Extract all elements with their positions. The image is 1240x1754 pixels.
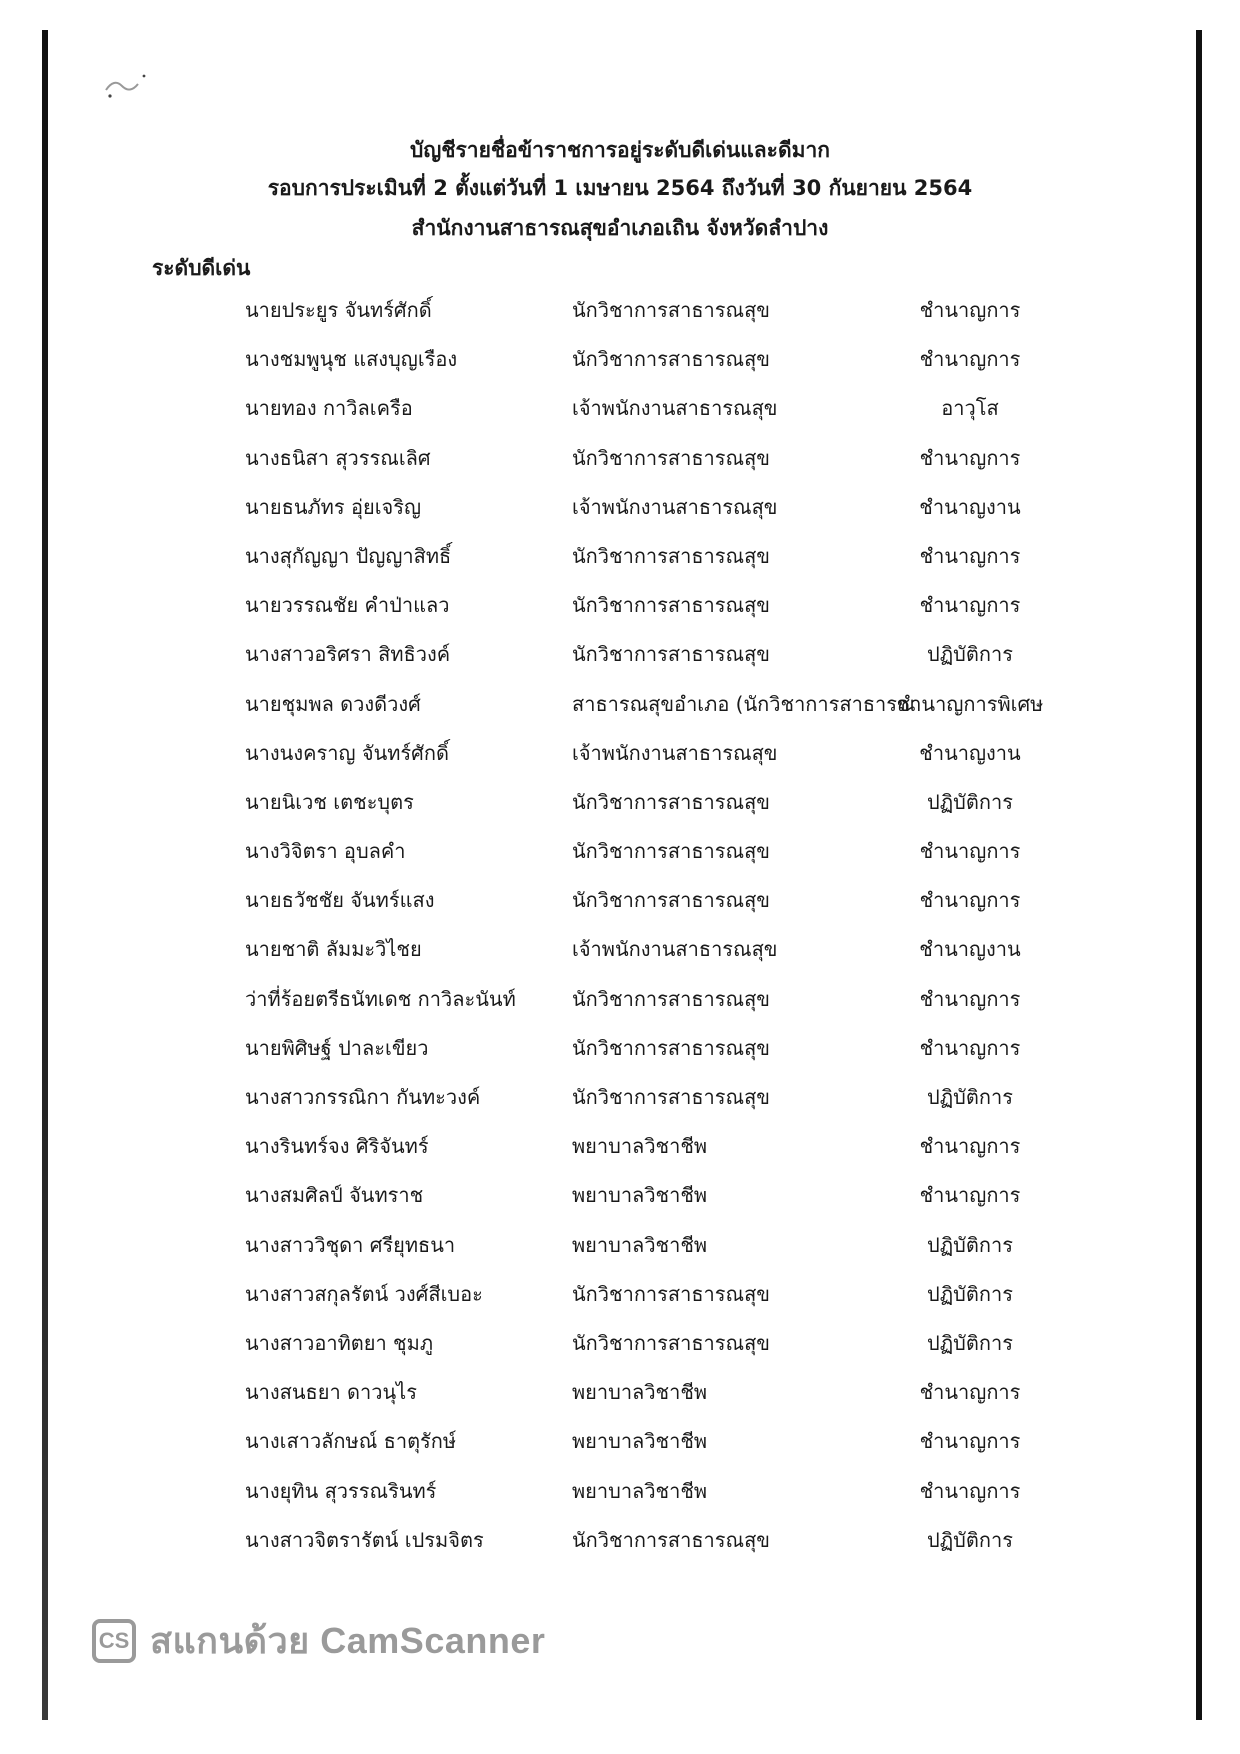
staff-position: นักวิชาการสาธารณสุข xyxy=(572,1085,770,1109)
staff-level: ชำนาญการ xyxy=(919,888,1021,913)
staff-position: พยาบาลวิชาชีพ xyxy=(572,1429,708,1454)
staff-level: ชำนาญการ xyxy=(919,593,1021,618)
staff-name: นางสาววิชุดา ศรียุทธนา xyxy=(245,1232,456,1257)
staff-row xyxy=(0,1516,1240,1565)
staff-position: นักวิชาการสาธารณสุข xyxy=(572,1330,770,1355)
staff-position: นักวิชาการสาธารณสุข xyxy=(572,298,770,322)
staff-level: ชำนาญการ xyxy=(919,1380,1021,1405)
staff-name: นางธนิสา สุวรรณเลิศ xyxy=(245,445,431,470)
camscanner-watermark xyxy=(92,1612,545,1669)
staff-name: ว่าที่ร้อยตรีธนัทเดช กาวิละนันท์ xyxy=(245,986,516,1011)
staff-level: ชำนาญการ xyxy=(919,543,1021,568)
staff-row xyxy=(0,1122,1240,1171)
staff-name: นางสาวอาทิตยา ชุมภู xyxy=(245,1330,433,1355)
staff-row xyxy=(0,975,1240,1024)
staff-position: เจ้าพนักงานสาธารณสุข xyxy=(572,396,778,421)
staff-name: นายทอง กาวิลเครือ xyxy=(245,396,413,421)
staff-position: นักวิชาการสาธารณสุข xyxy=(572,543,770,568)
staff-position: สาธารณสุขอำเภอ (นักวิชาการสาธารณ xyxy=(572,691,916,716)
staff-name: นางนงคราญ จันทร์ศักดิ์ xyxy=(245,740,449,765)
staff-level: ชำนาญการ xyxy=(919,839,1021,864)
staff-row xyxy=(0,630,1240,679)
staff-row xyxy=(0,384,1240,433)
staff-row xyxy=(0,335,1240,384)
document-title: บัญชีรายชื่อข้าราชการอยู่ระดับดีเด่นและดีมาก xyxy=(410,138,830,162)
staff-position: นักวิชาการสาธารณสุข xyxy=(572,1281,770,1306)
staff-row xyxy=(0,581,1240,630)
staff-position: เจ้าพนักงานสาธารณสุข xyxy=(572,937,778,962)
staff-name: นายนิเวช เตชะบุตร xyxy=(245,789,414,814)
staff-name: นายชุมพล ดวงดีวงศ์ xyxy=(245,691,421,716)
staff-name: นางสาวกรรณิกา กันทะวงค์ xyxy=(245,1085,481,1109)
staff-level: ชำนาญการพิเศษ xyxy=(896,691,1044,716)
staff-name: นางสาวสกุลรัตน์ วงศ์สีเบอะ xyxy=(245,1281,483,1306)
staff-row xyxy=(0,827,1240,876)
document-subtitle-period: รอบการประเมินที่ 2 ตั้งแต่วันที่ 1 เมษายน 2564 ถึงวันที่ 30 กันยายน 2564 xyxy=(267,176,973,200)
staff-row xyxy=(0,1319,1240,1368)
staff-level: ชำนาญการ xyxy=(919,1478,1021,1503)
staff-level: ชำนาญการ xyxy=(919,1134,1021,1159)
staff-position: นักวิชาการสาธารณสุข xyxy=(572,789,770,814)
staff-name: นายประยูร จันทร์ศักดิ์ xyxy=(245,298,432,322)
staff-level: ปฏิบัติการ xyxy=(927,642,1013,667)
document-subtitle-office: สำนักงานสาธารณสุขอำเภอเถิน จังหวัดลำปาง xyxy=(411,216,829,240)
staff-level: ชำนาญการ xyxy=(919,1183,1021,1208)
staff-name: นางวิจิตรา อุบลคำ xyxy=(245,839,406,864)
staff-position: นักวิชาการสาธารณสุข xyxy=(572,839,770,864)
staff-row xyxy=(0,434,1240,483)
staff-row xyxy=(0,778,1240,827)
camscanner-logo-icon: CS xyxy=(92,1619,136,1663)
staff-level: ชำนาญการ xyxy=(919,986,1021,1011)
staff-position: เจ้าพนักงานสาธารณสุข xyxy=(572,740,778,765)
staff-level: อาวุโส xyxy=(941,396,999,421)
staff-position: นักวิชาการสาธารณสุข xyxy=(572,445,770,470)
watermark-text: สแกนด้วย CamScanner xyxy=(150,1620,546,1661)
staff-name: นางสาวอริศรา สิทธิวงค์ xyxy=(245,642,451,667)
staff-row xyxy=(0,876,1240,925)
staff-row xyxy=(0,729,1240,778)
staff-position: นักวิชาการสาธารณสุข xyxy=(572,986,770,1011)
staff-level: ชำนาญการ xyxy=(919,298,1021,322)
staff-level: ชำนาญการ xyxy=(919,445,1021,470)
staff-position: นักวิชาการสาธารณสุข xyxy=(572,1035,770,1060)
staff-name: นายธนภัทร อุ่ยเจริญ xyxy=(245,494,422,519)
staff-position: นักวิชาการสาธารณสุข xyxy=(572,888,770,913)
staff-level: ชำนาญการ xyxy=(919,347,1021,372)
staff-level: ชำนาญงาน xyxy=(919,494,1021,519)
staff-level: ชำนาญงาน xyxy=(919,740,1021,765)
staff-row xyxy=(0,1024,1240,1073)
staff-row xyxy=(0,1270,1240,1319)
staff-row xyxy=(0,286,1240,335)
staff-row xyxy=(0,1467,1240,1516)
staff-name: นางสนธยา ดาวนุไร xyxy=(245,1380,417,1405)
staff-row xyxy=(0,1368,1240,1417)
staff-row xyxy=(0,1073,1240,1122)
staff-level: ปฏิบัติการ xyxy=(927,789,1013,814)
staff-name: นางสุกัญญา ปัญญาสิทธิ์ xyxy=(245,543,452,568)
staff-row xyxy=(0,925,1240,974)
staff-row xyxy=(0,483,1240,532)
staff-position: พยาบาลวิชาชีพ xyxy=(572,1183,708,1208)
staff-level: ปฏิบัติการ xyxy=(927,1527,1013,1552)
staff-position: พยาบาลวิชาชีพ xyxy=(572,1478,708,1503)
staff-position: นักวิชาการสาธารณสุข xyxy=(572,642,770,667)
staff-level: ปฏิบัติการ xyxy=(927,1085,1013,1109)
staff-name: นางสาวจิตรารัตน์ เปรมจิตร xyxy=(245,1527,484,1552)
staff-name: นายวรรณชัย คำป่าแลว xyxy=(245,593,450,618)
staff-name: นางรินทร์จง ศิริจันทร์ xyxy=(245,1134,429,1159)
staff-row xyxy=(0,1417,1240,1466)
staff-position: พยาบาลวิชาชีพ xyxy=(572,1232,708,1257)
staff-position: นักวิชาการสาธารณสุข xyxy=(572,593,770,618)
staff-level: ชำนาญการ xyxy=(919,1035,1021,1060)
staff-level: ปฏิบัติการ xyxy=(927,1330,1013,1355)
staff-row xyxy=(0,680,1240,729)
staff-level: ชำนาญการ xyxy=(919,1429,1021,1454)
staff-name: นายชาติ ลัมมะวิไชย xyxy=(245,937,422,962)
staff-name: นางสมศิลป์ จันทราช xyxy=(245,1183,424,1208)
staff-position: นักวิชาการสาธารณสุข xyxy=(572,347,770,372)
section-title: ระดับดีเด่น xyxy=(152,256,251,280)
staff-list xyxy=(0,286,1240,1565)
staff-name: นายธวัชชัย จันทร์แสง xyxy=(245,888,435,913)
staff-name: นายพิศิษฐ์ ปาละเขียว xyxy=(245,1035,429,1060)
staff-position: นักวิชาการสาธารณสุข xyxy=(572,1527,770,1552)
staff-level: ปฏิบัติการ xyxy=(927,1281,1013,1306)
staff-row xyxy=(0,1171,1240,1220)
staff-level: ชำนาญงาน xyxy=(919,937,1021,962)
scan-smudge xyxy=(100,68,150,108)
staff-name: นางยุทิน สุวรรณรินทร์ xyxy=(245,1478,437,1503)
staff-row xyxy=(0,532,1240,581)
staff-position: พยาบาลวิชาชีพ xyxy=(572,1134,708,1159)
staff-position: พยาบาลวิชาชีพ xyxy=(572,1380,708,1405)
staff-name: นางชมพูนุช แสงบุญเรือง xyxy=(245,347,458,372)
staff-row xyxy=(0,1221,1240,1270)
staff-level: ปฏิบัติการ xyxy=(927,1232,1013,1257)
staff-name: นางเสาวลักษณ์ ธาตุรักษ์ xyxy=(245,1429,457,1454)
staff-position: เจ้าพนักงานสาธารณสุข xyxy=(572,494,778,519)
